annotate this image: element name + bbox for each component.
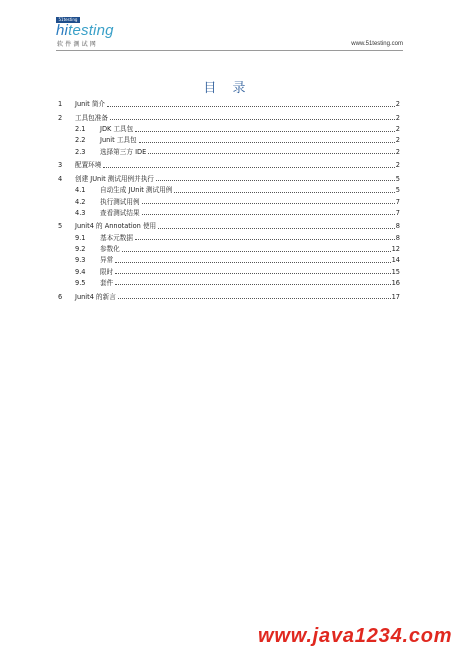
toc-entry-number: 1 xyxy=(58,100,63,109)
toc-title: 目 录 xyxy=(203,81,252,96)
toc-entry[interactable] xyxy=(58,122,400,133)
toc-entry-title: 查看测试结果 xyxy=(100,208,140,217)
toc-entry-number: 9.5 xyxy=(75,278,86,287)
toc-entry-title: 自动生成 JUnit 测试用例 xyxy=(100,186,173,195)
toc-dot-leader xyxy=(115,272,390,274)
toc-entry-number: 9.1 xyxy=(75,233,86,242)
toc-entry-page: 7 xyxy=(395,208,400,217)
toc-entry-page: 7 xyxy=(395,197,400,206)
toc-entry-number: 3 xyxy=(58,161,63,170)
toc-entry-page: 5 xyxy=(395,174,400,183)
toc-dot-leader xyxy=(118,297,391,299)
toc-entry-page: 16 xyxy=(391,278,400,287)
toc-entry-title: 选择第三方 IDE xyxy=(100,147,147,156)
toc-entry-number: 4.1 xyxy=(75,186,86,195)
toc-entry[interactable] xyxy=(58,253,400,264)
toc-entry-title: 执行测试用例 xyxy=(100,197,140,206)
toc-entry[interactable] xyxy=(58,264,400,275)
toc-entry[interactable] xyxy=(58,289,400,300)
toc-entry-title: Junit 简介 xyxy=(75,100,106,109)
toc-entry-title: 配置环境 xyxy=(75,161,102,170)
toc-dot-leader xyxy=(139,141,395,143)
toc-entry-number: 2.3 xyxy=(75,147,86,156)
toc-entry-page: 8 xyxy=(395,222,400,231)
toc-entry-title: 参数化 xyxy=(100,245,120,254)
toc-entry-page: 2 xyxy=(395,100,400,109)
toc-dot-leader xyxy=(142,213,395,215)
toc-entry[interactable] xyxy=(58,194,400,205)
toc-entry[interactable] xyxy=(58,111,400,122)
toc-entry[interactable] xyxy=(58,97,400,108)
toc-entry[interactable] xyxy=(58,183,400,194)
toc-entry-page: 5 xyxy=(395,186,400,195)
page-header xyxy=(0,0,455,56)
toc-dot-leader xyxy=(148,152,395,154)
toc-entry-page: 2 xyxy=(395,161,400,170)
toc-entry[interactable] xyxy=(58,133,400,144)
toc-dot-leader xyxy=(174,191,394,193)
toc-entry-page: 2 xyxy=(395,125,400,134)
logo-wordmark-suffix: testing xyxy=(68,22,114,39)
toc-entry-number: 6 xyxy=(58,292,63,301)
toc-dot-leader xyxy=(142,202,395,204)
toc-entry-page: 17 xyxy=(391,292,400,301)
toc-entry-number: 4.2 xyxy=(75,197,86,206)
toc-dot-leader xyxy=(115,261,390,263)
toc-entry-title: 套件 xyxy=(100,278,114,287)
header-divider xyxy=(56,50,403,51)
toc-entry[interactable] xyxy=(58,230,400,241)
toc-dot-leader xyxy=(156,179,395,181)
toc-entry-title: Junit4 的 Annotation 使用 xyxy=(75,222,157,231)
toc-entry[interactable] xyxy=(58,242,400,253)
toc-entry-number: 5 xyxy=(58,222,63,231)
toc-entry[interactable] xyxy=(58,172,400,183)
toc-dot-leader xyxy=(110,118,395,120)
toc-entry-title: Junit 工具包 xyxy=(100,136,137,145)
site-logo[interactable] xyxy=(56,17,136,49)
toc-entry-number: 2.1 xyxy=(75,125,86,134)
toc-entry-title: 基本元数据 xyxy=(100,233,133,242)
toc-entry-title: 创建 JUnit 测试用例并执行 xyxy=(75,174,154,183)
toc-entry-title: Junit4 的新言 xyxy=(75,292,116,301)
toc-entry-number: 4.3 xyxy=(75,208,86,217)
toc-dot-leader xyxy=(122,250,391,252)
toc-entry-title: JDK 工具包 xyxy=(100,125,134,134)
logo-wordmark-prefix: hi xyxy=(56,22,69,39)
toc-dot-leader xyxy=(107,105,395,107)
toc-entry[interactable] xyxy=(58,276,400,287)
toc-entry-number: 9.4 xyxy=(75,267,86,276)
toc-entry[interactable] xyxy=(58,144,400,155)
logo-badge: 51testing xyxy=(56,17,80,23)
toc-dot-leader xyxy=(135,130,395,132)
logo-subtitle: 软件测试网 xyxy=(57,41,99,48)
toc-entry-number: 4 xyxy=(58,174,63,183)
toc-entry-page: 15 xyxy=(391,267,400,276)
toc-entry-page: 2 xyxy=(395,147,400,156)
toc-entry[interactable] xyxy=(58,219,400,230)
toc-entry-number: 2.2 xyxy=(75,136,86,145)
toc-entry-number: 9.2 xyxy=(75,245,86,254)
site-url[interactable]: www.51testing.com xyxy=(351,41,403,47)
toc-dot-leader xyxy=(103,166,394,168)
toc-entry-page: 14 xyxy=(391,256,400,265)
toc-entry[interactable] xyxy=(58,206,400,217)
toc-entry[interactable] xyxy=(58,158,400,169)
toc-entry-page: 12 xyxy=(391,245,400,254)
table-of-contents xyxy=(58,97,400,301)
toc-entry-title: 工具包准备 xyxy=(75,113,108,122)
logo-wordmark xyxy=(56,22,114,39)
toc-entry-number: 2 xyxy=(58,113,63,122)
toc-dot-leader xyxy=(115,283,390,285)
toc-entry-title: 限时 xyxy=(100,267,114,276)
watermark: www.java1234.com xyxy=(258,625,453,647)
toc-entry-page: 2 xyxy=(395,136,400,145)
toc-dot-leader xyxy=(135,238,395,240)
toc-entry-page: 2 xyxy=(395,113,400,122)
toc-entry-page: 8 xyxy=(395,233,400,242)
toc-entry-number: 9.3 xyxy=(75,256,86,265)
toc-dot-leader xyxy=(158,227,395,229)
toc-entry-title: 异常 xyxy=(100,256,114,265)
